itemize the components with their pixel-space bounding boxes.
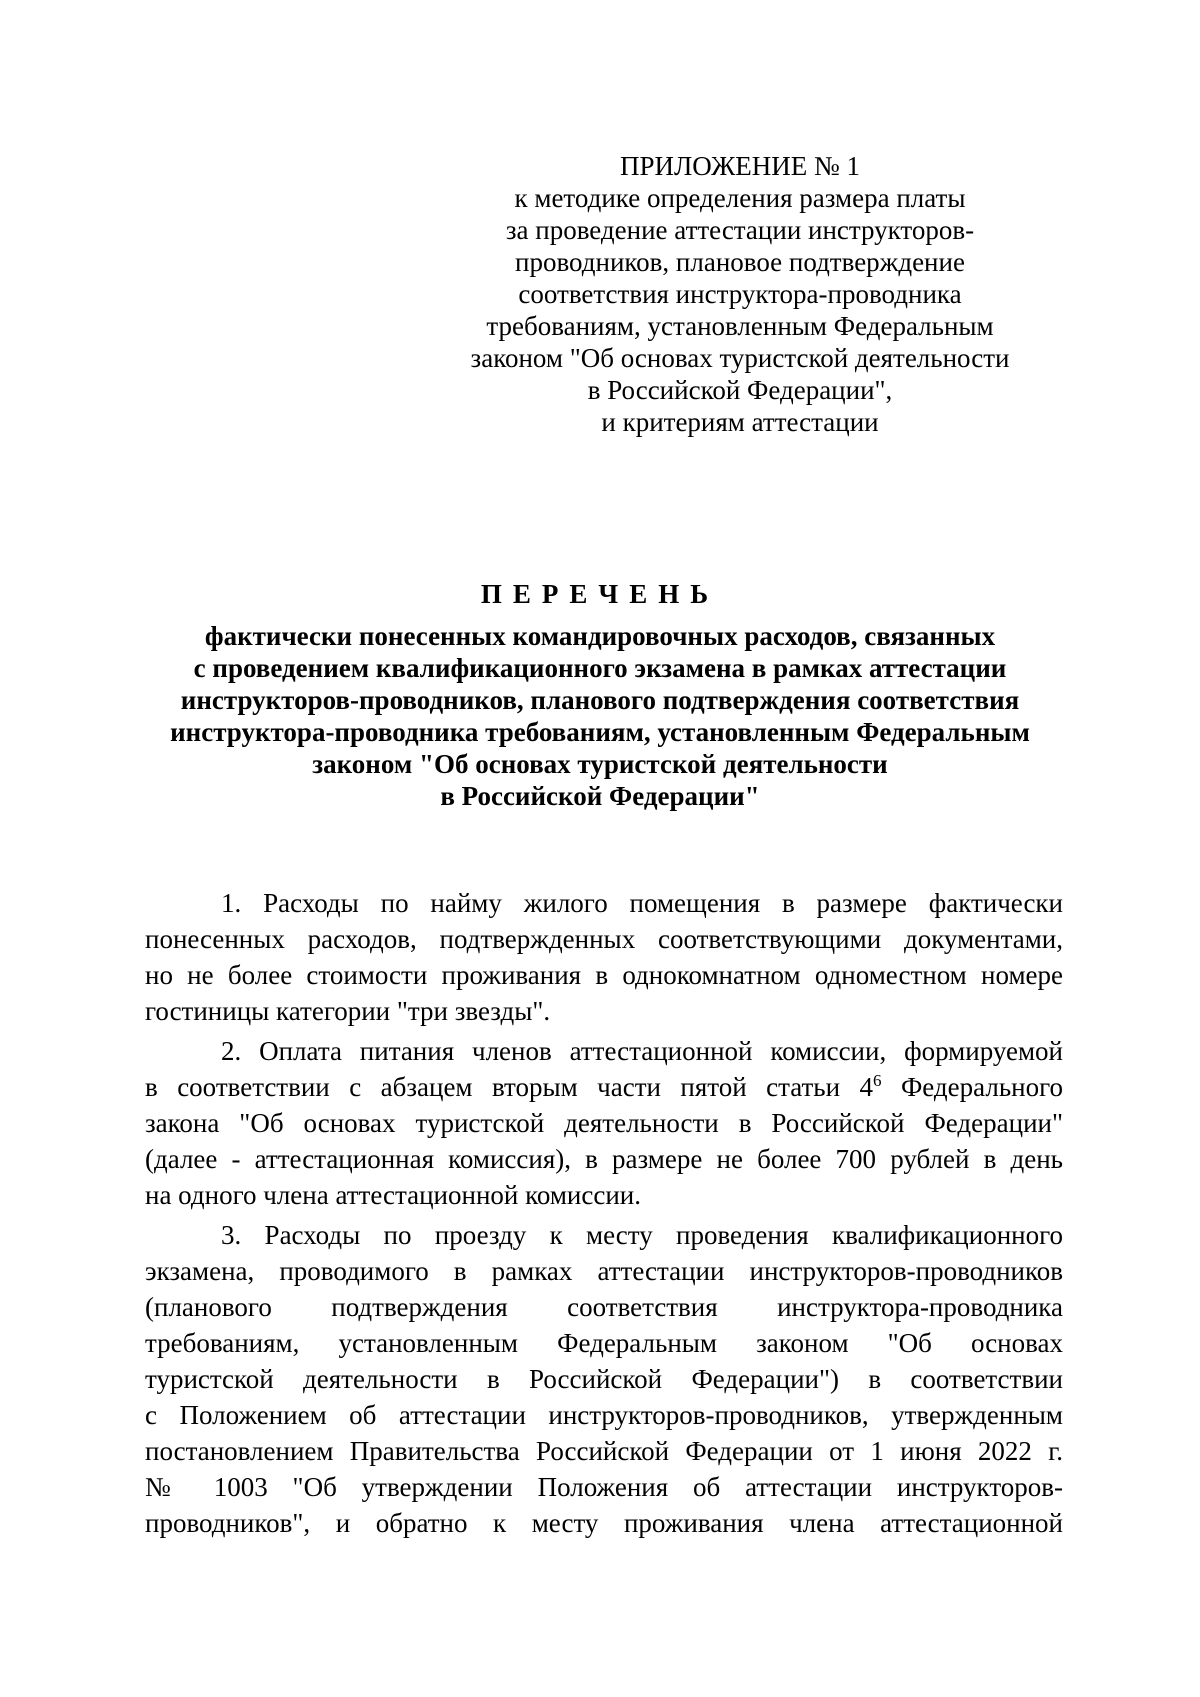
annex-line: и критериям аттестации bbox=[601, 407, 879, 437]
annex-heading: ПРИЛОЖЕНИЕ № 1 bbox=[619, 151, 861, 181]
annex-header bbox=[440, 150, 1040, 438]
document-body bbox=[145, 885, 1063, 1545]
superscript: 6 bbox=[873, 1071, 882, 1090]
paragraph-line: (далее - аттестационная комиссия), в размере не более 700 рублей в день bbox=[145, 1144, 1063, 1174]
paragraph-line: № 1003 "Об утверждении Положения об аттестации инструкторов- bbox=[145, 1472, 1063, 1502]
annex-line: законом "Об основах туристской деятельности bbox=[470, 343, 1010, 373]
paragraph-line: (планового подтверждения соответствия инструктора-проводника bbox=[145, 1292, 1063, 1322]
paragraph-line: туристской деятельности в Российской Федерации") в соответствии bbox=[145, 1364, 1063, 1394]
annex-line: проводников, плановое подтверждение bbox=[515, 247, 965, 277]
paragraph-line-text: Федерального bbox=[881, 1072, 1063, 1102]
paragraph-2 bbox=[145, 1033, 1063, 1213]
annex-line: за проведение аттестации инструкторов- bbox=[505, 215, 975, 245]
annex-line: в Российской Федерации", bbox=[587, 375, 893, 405]
paragraph-line: закона "Об основах туристской деятельности в Российской Федерации" bbox=[145, 1108, 1063, 1138]
paragraph-3 bbox=[145, 1217, 1063, 1541]
subtitle-line: инструктора-проводника требованиям, установленным Федеральным bbox=[170, 717, 1030, 747]
subtitle-line: законом "Об основах туристской деятельности bbox=[312, 749, 888, 779]
subtitle-line: в Российской Федерации" bbox=[440, 781, 760, 811]
subtitle-line: инструкторов-проводников, планового подтверждения соответствия bbox=[180, 685, 1020, 715]
paragraph-line: с Положением об аттестации инструкторов-проводников, утвержденным bbox=[145, 1400, 1063, 1430]
paragraph-line: 1. Расходы по найму жилого помещения в размере фактически bbox=[221, 888, 1063, 918]
paragraph-line: 3. Расходы по проезду к месту проведения квалификационного bbox=[221, 1220, 1063, 1250]
document-subtitle bbox=[100, 620, 1100, 812]
subtitle-line: фактически понесенных командировочных расходов, связанных bbox=[204, 621, 996, 651]
paragraph-line: но не более стоимости проживания в однокомнатном одноместном номере bbox=[145, 960, 1063, 990]
annex-line: соответствия инструктора-проводника bbox=[518, 279, 962, 309]
paragraph-line: постановлением Правительства Российской Федерации от 1 июня 2022 г. bbox=[145, 1436, 1063, 1466]
annex-line: требованиям, установленным Федеральным bbox=[486, 311, 994, 341]
paragraph-line: гостиницы категории "три звезды". bbox=[145, 996, 551, 1026]
paragraph-line: требованиям, установленным Федеральным законом "Об основах bbox=[145, 1328, 1063, 1358]
paragraph-line: проводников", и обратно к месту проживания члена аттестационной bbox=[145, 1508, 1063, 1538]
subtitle-line: с проведением квалификационного экзамена в рамках аттестации bbox=[193, 653, 1007, 683]
document-title: ПЕРЕЧЕНЬ bbox=[480, 579, 720, 609]
annex-line: к методике определения размера платы bbox=[514, 183, 966, 213]
paragraph-line bbox=[145, 1069, 1063, 1105]
paragraph-line: экзамена, проводимого в рамках аттестации инструкторов-проводников bbox=[145, 1256, 1063, 1286]
paragraph-line: понесенных расходов, подтвержденных соответствующими документами, bbox=[145, 924, 1063, 954]
paragraph-line: на одного члена аттестационной комиссии. bbox=[145, 1180, 641, 1210]
paragraph-line: 2. Оплата питания членов аттестационной комиссии, формируемой bbox=[221, 1036, 1063, 1066]
paragraph-1 bbox=[145, 885, 1063, 1029]
paragraph-line-text: в соответствии с абзацем вторым части пятой статьи 4 bbox=[145, 1072, 874, 1102]
